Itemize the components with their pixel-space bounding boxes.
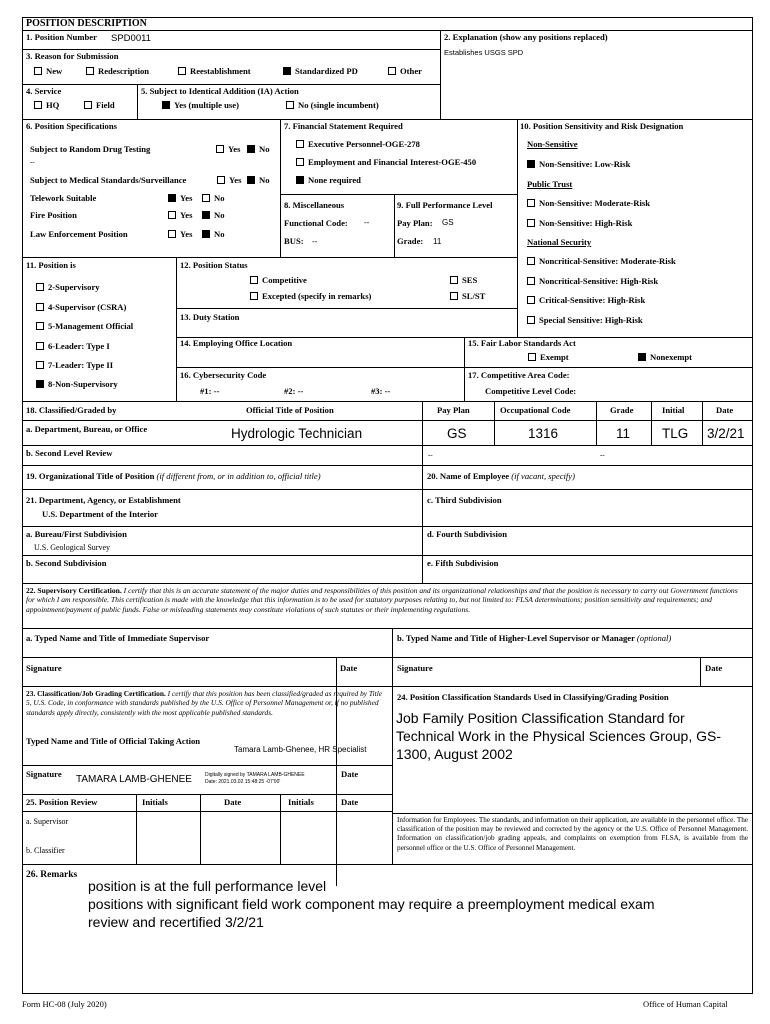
s1-label: 1. Position Number (26, 32, 97, 42)
telework-yes[interactable]: Yes (168, 194, 192, 204)
functional-code-label: Functional Code: (284, 218, 348, 228)
risk-noncritical-high[interactable]: Noncritical-Sensitive: High-Risk (527, 277, 658, 287)
service-field[interactable]: Field (84, 101, 115, 111)
checkbox-checked-icon (247, 176, 255, 184)
grade-label: Grade: (397, 236, 424, 246)
supervisory-certification: 22. Supervisory Certification. I certify that this is an accurate statement of the major duties and responsibilities of this position and its organizational relationships and that the position is necessary to carry out Government functions for which I am responsible. This certification is made with the knowledge that this information is to be used for statutory purposes relating to, but not limited to: FLSA determinations; position sensitivity and requirements; and appointment/payment of public funds. False or misleading statements may constitute violations of such statutes or their implementing regulations. (26, 586, 738, 614)
checkbox-checked-icon (162, 101, 170, 109)
telework-label: Telework Suitable (30, 193, 97, 203)
col-grade: Grade (610, 405, 634, 415)
checkbox-icon (250, 276, 258, 284)
s25-label: 25. Position Review (26, 797, 98, 807)
ia-no[interactable]: No (single incumbent) (286, 101, 379, 111)
col-occ: Occupational Code (500, 405, 571, 415)
position-number[interactable]: SPD0011 (111, 33, 151, 44)
payplan-label: Pay Plan: (397, 218, 433, 228)
checkbox-checked-icon (527, 160, 535, 168)
department-value[interactable]: U.S. Department of the Interior (42, 509, 158, 519)
classification-certification: 23. Classification/Job Grading Certification. I certify that this position has been classified/graded as required by Title 5, U.S. Code, in conformance with standards published by the U.S. Office of Personnel Management or, if no published standards apply directly, consistently with the most applicable published standards. (26, 689, 383, 717)
typed-name-label: Typed Name and Title of Official Taking Action (26, 736, 201, 746)
checkbox-checked-icon (36, 380, 44, 388)
checkbox-icon (84, 101, 92, 109)
s2-label: 2. Explanation (show any positions replaced) (444, 32, 608, 42)
signature-3-label: Signature (26, 769, 62, 779)
review-initials-2: Initials (288, 797, 314, 807)
fourth-subdivision-label: d. Fourth Subdivision (427, 529, 508, 539)
service-hq[interactable]: HQ (34, 101, 59, 111)
pay-plan[interactable]: GS (447, 426, 467, 441)
reason-standardized[interactable]: Standardized PD (283, 67, 358, 77)
checkbox-checked-icon (638, 353, 646, 361)
occupational-code[interactable]: 1316 (528, 426, 559, 441)
nonsensitive-heading: Non-Sensitive (527, 139, 578, 149)
date-2-label: Date (705, 663, 723, 673)
financial-none[interactable]: None required (296, 176, 361, 186)
medical-no[interactable]: No (247, 176, 270, 186)
telework-no[interactable]: No (202, 194, 225, 204)
checkbox-icon (34, 67, 42, 75)
bureau-value[interactable]: U.S. Geological Survey (34, 543, 110, 552)
s4-label: 4. Service (26, 86, 62, 96)
law-no[interactable]: No (202, 230, 225, 240)
form-number: Form HC-08 (July 2020) (22, 999, 107, 1009)
s24-label: 24. Position Classification Standards Used in Classifying/Grading Position (397, 692, 669, 702)
risk-nonsensitive-moderate[interactable]: Non-Sensitive: Moderate-Risk (527, 199, 650, 209)
fire-yes[interactable]: Yes (168, 211, 192, 221)
review-initials-1: Initials (142, 797, 168, 807)
checkbox-icon (86, 67, 94, 75)
s8-label: 8. Miscellaneous (284, 200, 345, 210)
status-competitive[interactable]: Competitive (250, 276, 307, 286)
grade[interactable]: 11 (616, 426, 631, 441)
s15-label: 15. Fair Labor Standards Act (468, 338, 576, 348)
checkbox-icon (202, 194, 210, 202)
digital-signature-line1: Digitally signed by TAMARA LAMB-GHENEE (205, 772, 305, 778)
ia-yes[interactable]: Yes (multiple use) (162, 101, 239, 111)
s21-label: 21. Department, Agency, or Establishment (26, 495, 181, 505)
drug-yes[interactable]: Yes (216, 145, 240, 155)
office-name: Office of Human Capital (643, 999, 728, 1009)
s7-label: 7. Financial Statement Required (284, 121, 403, 131)
cyber-code-3[interactable]: #3: -- (371, 386, 391, 396)
flsa-nonexempt[interactable]: Nonexempt (638, 353, 692, 363)
signature-2-label: Signature (397, 663, 433, 673)
status-excepted[interactable]: Excepted (specify in remarks) (250, 292, 371, 302)
remarks-line-1[interactable]: position is at the full performance level (88, 878, 327, 894)
row-a-label: a. Department, Bureau, or Office (26, 424, 148, 434)
position-5-management[interactable]: 5-Management Official (36, 322, 133, 332)
fire-no[interactable]: No (202, 211, 225, 221)
col-initial: Initial (662, 405, 685, 415)
grade-value[interactable]: 11 (433, 237, 442, 246)
checkbox-icon (36, 303, 44, 311)
s13-label: 13. Duty Station (180, 312, 240, 322)
law-label: Law Enforcement Position (30, 229, 128, 239)
position-8-nonsupervisory[interactable]: 8-Non-Supervisory (36, 380, 118, 390)
checkbox-icon (216, 145, 224, 153)
review-supervisor: a. Supervisor (26, 817, 69, 826)
position-7-leader[interactable]: 7-Leader: Type II (36, 361, 113, 371)
publictrust-heading: Public Trust (527, 179, 573, 189)
official-title[interactable]: Hydrologic Technician (231, 426, 363, 441)
medical-yes[interactable]: Yes (217, 176, 241, 186)
signature-1-label: Signature (26, 663, 62, 673)
s3-label: 3. Reason for Submission (26, 51, 119, 61)
checkbox-icon (388, 67, 396, 75)
drug-dash: -- (30, 158, 35, 166)
review-classifier: b. Classifier (26, 846, 65, 855)
law-yes[interactable]: Yes (168, 230, 192, 240)
checkbox-checked-icon (202, 230, 210, 238)
bureau-label: a. Bureau/First Subdivision (26, 529, 127, 539)
row-b-grade[interactable]: -- (600, 451, 605, 459)
checkbox-icon (527, 277, 535, 285)
s12-label: 12. Position Status (180, 260, 248, 270)
checkbox-icon (168, 211, 176, 219)
date-3-label: Date (341, 769, 359, 779)
medical-label: Subject to Medical Standards/Surveillance (30, 175, 187, 185)
date[interactable]: 3/2/21 (707, 426, 745, 441)
checkbox-icon (178, 67, 186, 75)
checkbox-icon (36, 322, 44, 330)
position-4-supervisor[interactable]: 4-Supervisor (CSRA) (36, 303, 126, 313)
employee-information: Information for Employees. The standards, and information on their application, are available in the personnel office. The classification of the position may be reviewed and corrected by the agency or the U.S. Office of Personnel Management. Information on classification/job grading appeals, and complaints on exemption from FLSA, is available from the personnel office or the U.S. Office of Personnel Management. (397, 816, 748, 852)
reason-reestablishment[interactable]: Reestablishment (178, 67, 251, 77)
position-6-leader[interactable]: 6-Leader: Type I (36, 342, 110, 352)
reason-other[interactable]: Other (388, 67, 422, 77)
col-payplan: Pay Plan (437, 405, 470, 415)
s26-label: 26. Remarks (26, 870, 78, 880)
s10-label: 10. Position Sensitivity and Risk Designation (520, 121, 684, 131)
checkbox-icon (36, 283, 44, 291)
s5-label: 5. Subject to Identical Addition (IA) Action (141, 86, 299, 96)
checkbox-checked-icon (202, 211, 210, 219)
checkbox-checked-icon (283, 67, 291, 75)
checkbox-icon (36, 342, 44, 350)
col-title: Official Title of Position (246, 405, 334, 415)
drug-label: Subject to Random Drug Testing (30, 144, 151, 154)
checkbox-icon (527, 316, 535, 324)
drug-no[interactable]: No (247, 145, 270, 155)
flsa-exempt[interactable]: Exempt (528, 353, 569, 363)
s19-label: 19. Organizational Title of Position (if different from, or in addition to, official title) (26, 471, 321, 481)
s16-label: 16. Cybersecurity Code (180, 370, 267, 380)
nationalsecurity-heading: National Security (527, 237, 592, 247)
review-date-1: Date (224, 797, 242, 807)
review-date-2: Date (341, 797, 359, 807)
cyber-code-2[interactable]: #2: -- (284, 386, 304, 396)
financial-oge450[interactable]: Employment and Financial Interest-OGE-450 (296, 158, 476, 168)
initial[interactable]: TLG (662, 426, 689, 441)
bus-value[interactable]: -- (312, 237, 318, 246)
fifth-subdivision-label: e. Fifth Subdivision (427, 558, 499, 568)
status-slst[interactable]: SL/ST (450, 292, 485, 302)
checkbox-icon (450, 276, 458, 284)
cyber-code-1[interactable]: #1: -- (200, 386, 220, 396)
digital-signature-name[interactable]: TAMARA LAMB-GHENEE (76, 774, 192, 785)
checkbox-icon (296, 140, 304, 148)
checkbox-icon (527, 296, 535, 304)
bus-label: BUS: (284, 236, 304, 246)
row-b-label: b. Second Level Review (26, 448, 113, 458)
s14-label: 14. Employing Office Location (180, 338, 293, 348)
row-b-payplan[interactable]: -- (428, 451, 433, 459)
status-ses[interactable]: SES (450, 276, 477, 286)
s20-label: 20. Name of Employee (if vacant, specify) (427, 471, 575, 481)
third-subdivision-label: c. Third Subdivision (427, 495, 502, 505)
checkbox-icon (527, 257, 535, 265)
functional-code-value[interactable]: -- (364, 218, 370, 227)
checkbox-icon (296, 158, 304, 166)
financial-oge278[interactable]: Executive Personnel-OGE-278 (296, 140, 420, 150)
s18-label: 18. Classified/Graded by (26, 405, 117, 415)
date-1-label: Date (340, 663, 358, 673)
checkbox-icon (527, 219, 535, 227)
second-subdivision-label: b. Second Subdivision (26, 558, 107, 568)
remarks-line-3[interactable]: review and recertified 3/2/21 (88, 914, 264, 930)
typed-name-value[interactable]: Tamara Lamb-Ghenee, HR Specialist (234, 745, 367, 754)
explanation-value[interactable]: Establishes USGS SPD (444, 48, 524, 57)
col-date: Date (716, 405, 734, 415)
s6-label: 6. Position Specifications (26, 121, 117, 131)
checkbox-icon (34, 101, 42, 109)
higher-supervisor-label: b. Typed Name and Title of Higher-Level Supervisor or Manager (optional) (397, 633, 672, 643)
s9-label: 9. Full Performance Level (397, 200, 493, 210)
checkbox-icon (528, 353, 536, 361)
checkbox-icon (250, 292, 258, 300)
checkbox-icon (168, 230, 176, 238)
reason-redescription[interactable]: Redescription (86, 67, 149, 77)
checkbox-icon (286, 101, 294, 109)
checkbox-icon (36, 361, 44, 369)
checkbox-checked-icon (247, 145, 255, 153)
risk-special-high[interactable]: Special Sensitive: High-Risk (527, 316, 643, 326)
remarks-line-2[interactable]: positions with significant field work component may require a preemployment medical exam (88, 896, 655, 912)
immediate-supervisor-label: a. Typed Name and Title of Immediate Supervisor (26, 633, 210, 643)
reason-new[interactable]: New (34, 67, 62, 77)
checkbox-icon (450, 292, 458, 300)
classification-standard[interactable]: Job Family Position Classification Standard for Technical Work in the Physical Sciences Group, GS-1300, August 2002 (396, 710, 721, 763)
position-2-supervisory[interactable]: 2-Supervisory (36, 283, 100, 293)
risk-nonsensitive-low[interactable]: Non-Sensitive: Low-Risk (527, 160, 630, 170)
fire-label: Fire Position (30, 210, 77, 220)
s11-label: 11. Position is (26, 260, 76, 270)
checkbox-icon (217, 176, 225, 184)
s17-label: 17. Competitive Area Code: (468, 370, 570, 380)
checkbox-checked-icon (296, 176, 304, 184)
risk-noncritical-moderate[interactable]: Noncritical-Sensitive: Moderate-Risk (527, 257, 676, 267)
risk-nonsensitive-high[interactable]: Non-Sensitive: High-Risk (527, 219, 632, 229)
page-title: POSITION DESCRIPTION (26, 18, 147, 29)
checkbox-icon (527, 199, 535, 207)
digital-signature-line2: Date: 2021.03.02 15:48:25 -07'00' (205, 779, 281, 785)
competitive-level-label: Competitive Level Code: (485, 386, 577, 396)
checkbox-checked-icon (168, 194, 176, 202)
payplan-value[interactable]: GS (442, 218, 454, 227)
risk-critical-high[interactable]: Critical-Sensitive: High-Risk (527, 296, 645, 306)
